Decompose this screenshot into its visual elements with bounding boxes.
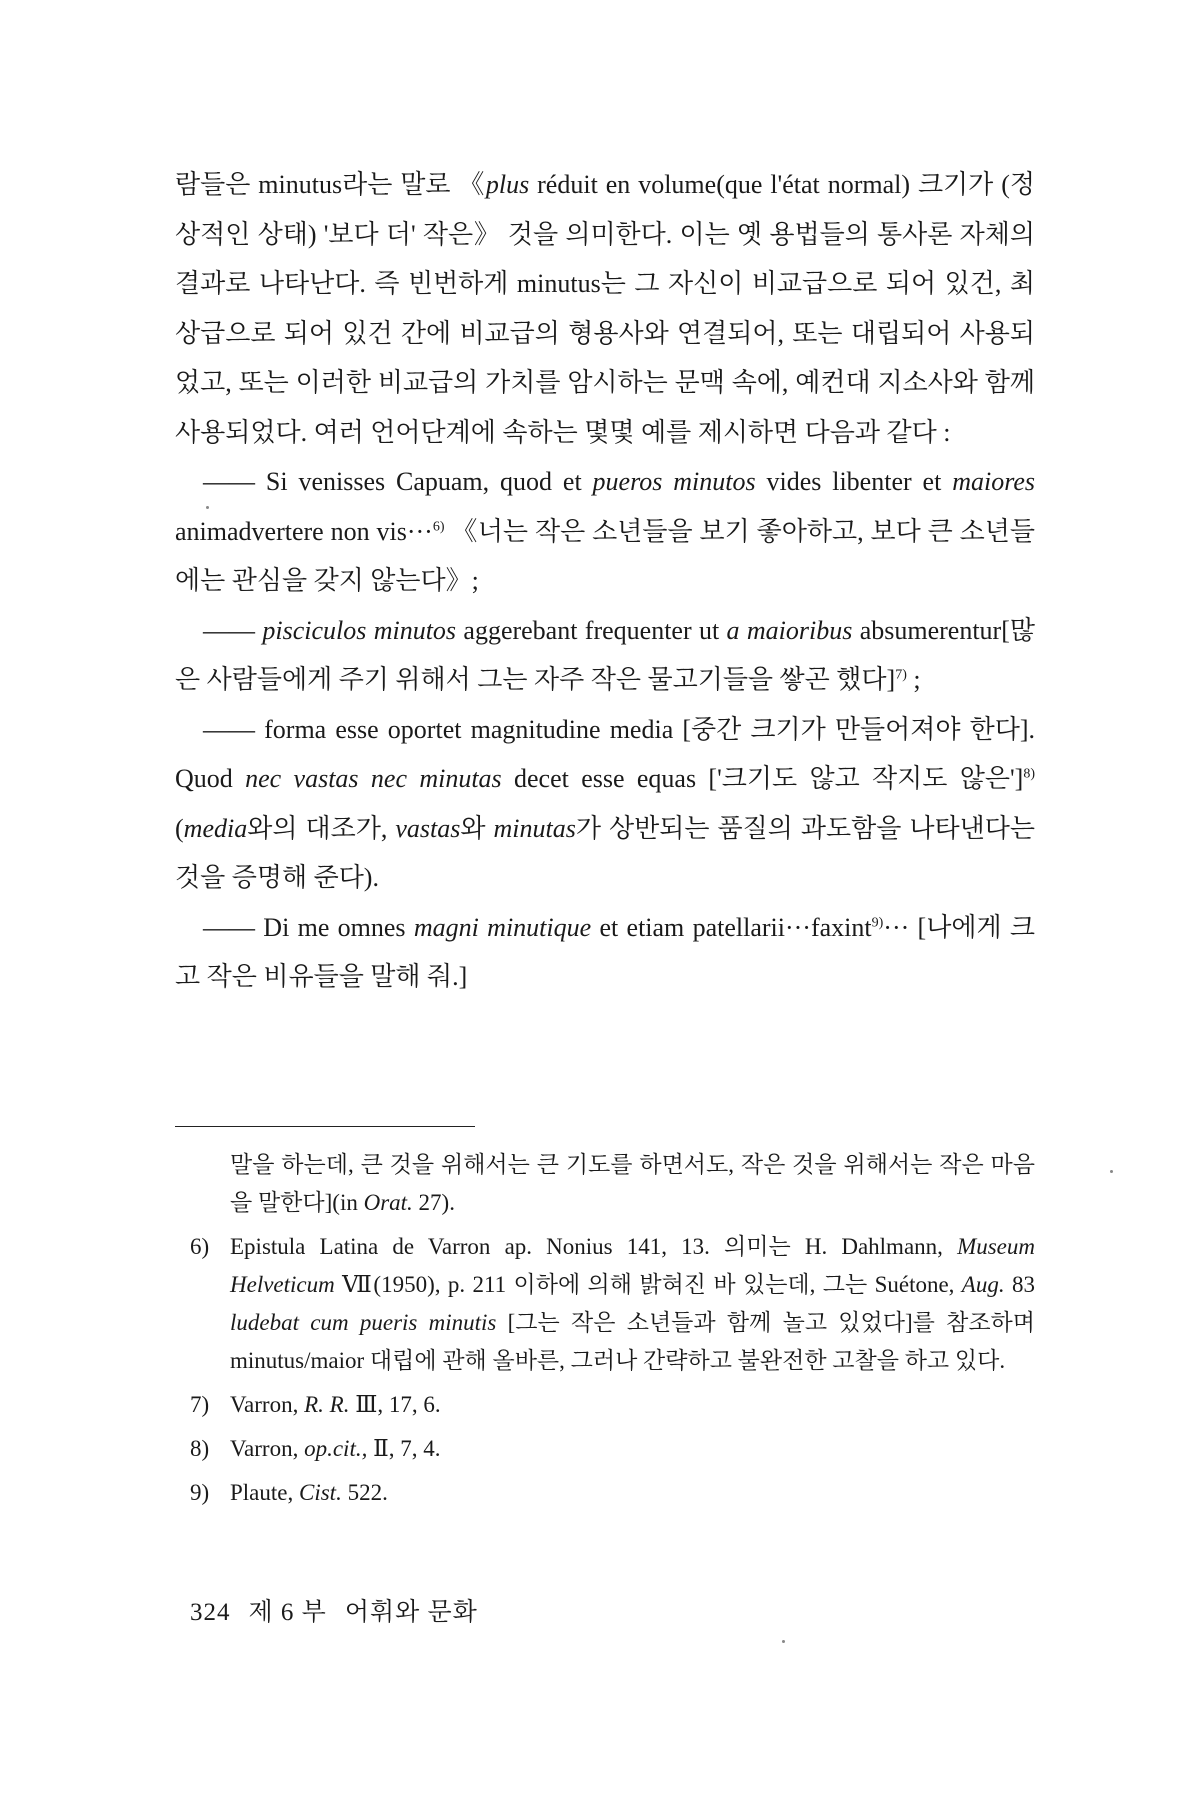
quote-1 (175, 457, 1035, 606)
text-span: animadvertere non vis··· (175, 516, 433, 546)
footnote-continuation (190, 1146, 1035, 1222)
text-span: forma esse oportet magnitudine media [중간 크기가 만들어져야 한다]. Quod (175, 714, 1035, 793)
quote-3 (175, 705, 1035, 903)
em-dash: —— (203, 467, 255, 496)
italic-term: Aug. (961, 1272, 1005, 1297)
italic-term: Cist. (299, 1480, 342, 1505)
section-title: 어휘와 문화 (344, 1599, 478, 1626)
text-span: Varron, (230, 1392, 305, 1417)
text-span: [그는 작은 소년들과 함께 놀고 있었다]를 참조하며 minutus/maior 대립에 관해 올바른, 그러나 간략하고 불완전한 고찰을 하고 있다. (230, 1310, 1035, 1373)
footnote-number: 7) (190, 1392, 210, 1417)
italic-term: maiores (952, 467, 1035, 496)
italic-term: plus (485, 170, 530, 199)
footnote-text (230, 1430, 1035, 1468)
text-span: Ⅶ(1950), p. 211 이하에 의해 밝혀진 바 있는데, 그는 Suétone, (334, 1272, 962, 1297)
footnote-9 (190, 1474, 1035, 1512)
text-span: ( (175, 813, 184, 843)
footnote-ref-8[interactable]: 8) (1023, 766, 1035, 782)
footnote-6 (190, 1228, 1035, 1380)
text-span: Epistula Latina de Varron ap. Nonius 141, 13. 의미는 H. Dahlmann, (230, 1234, 958, 1259)
footnote-text (230, 1228, 1035, 1380)
part-label: 제 6 부 (248, 1599, 327, 1626)
italic-term: ludebat cum pueris minutis (230, 1310, 497, 1335)
text-span: aggerebant frequenter ut (456, 615, 727, 645)
footnote-ref-6[interactable]: 6) (432, 518, 445, 534)
em-dash: —— (203, 912, 255, 942)
italic-term: media (183, 813, 248, 843)
quote-4 (175, 903, 1035, 1002)
footnote-number: 9) (190, 1480, 210, 1505)
footnote-separator (175, 1126, 475, 1127)
text-span: réduit en volume(que l'état normal) 크기가 (정상적인 상태) '보다 더' 작은》 것을 의미한다. 이는 옛 용법들의 통사론 자체의 결과로 나타난다. 즉 빈번하게 minutus는 그 자신이 비교급으로 되어 있건, 최상급으로 되어 있건 간에 비교급의 형용사와 연결되어, 또는 대립되어 사용되었고, 또는 이러한 비교급의 가치를 암시하는 문맥 속에, 예컨대 지소사와 함께 사용되었다. 여러 언어단계에 속하는 몇몇 예를 제시하면 다음과 같다 : (175, 170, 1035, 447)
paragraph-1 (175, 160, 1035, 457)
running-footer (190, 1592, 496, 1628)
footnote-number: 8) (190, 1436, 210, 1461)
text-span: decet esse equas ['크기도 않고 작지도 않은'] (501, 764, 1024, 793)
text-span: 27). (412, 1190, 455, 1215)
italic-term: pisciculos minutos (255, 615, 457, 645)
text-span: absumerentur[많은 사람들에게 주기 위해서 그는 자주 작은 물고기들을 쌓곤 했다] (175, 615, 1035, 694)
italic-term: minutas (493, 813, 576, 843)
text-span: ; (906, 665, 921, 694)
footnote-ref-7[interactable]: 7) (895, 667, 907, 683)
footnote-text (230, 1386, 1035, 1424)
text-span: 람들은 minutus라는 말로 《 (175, 170, 486, 199)
text-span: 522. (341, 1480, 388, 1505)
italic-term: magni minutique (413, 912, 592, 942)
text-span: 와 (460, 813, 494, 843)
page-body (175, 160, 1035, 1002)
text-span: vides libenter et (755, 467, 953, 496)
italic-term: vastas (395, 813, 461, 843)
italic-term: Orat. (363, 1190, 413, 1215)
text-span: 《너는 작은 소년들을 보기 좋아하고, 보다 큰 소년들에는 관심을 갖지 않는다》; (175, 516, 1035, 595)
footnote-ref-9[interactable]: 9) (871, 914, 884, 930)
text-span: ··· [나에게 크고 작은 비유들을 말해 줘.] (175, 912, 1035, 991)
footnote-8 (190, 1430, 1035, 1468)
text-span: et etiam patellarii···faxint (591, 912, 872, 942)
text-span: Plaute, (230, 1480, 299, 1505)
em-dash: —— (203, 714, 255, 744)
italic-term: R. R. (304, 1392, 350, 1417)
text-span: 말을 하는데, 큰 것을 위해서는 큰 기도를 하면서도, 작은 것을 위해서는 작은 마음을 말한다](in (230, 1152, 1035, 1215)
text-span: Di me omnes (255, 912, 414, 942)
text-span: Ⅱ, 7, 4. (367, 1436, 441, 1461)
text-span: Si venisses Capuam, quod et (255, 467, 593, 496)
text-span: Varron, (230, 1436, 305, 1461)
text-span: 와의 대조가, (247, 813, 396, 843)
italic-term: Museum Helveticum (230, 1234, 1035, 1297)
text-span: 83 (1004, 1272, 1035, 1297)
footnote-number: 6) (190, 1234, 210, 1259)
em-dash: —— (203, 615, 255, 645)
footnotes (190, 1146, 1035, 1512)
scan-speck (1110, 1170, 1113, 1173)
italic-term: nec vastas nec minutas (245, 764, 502, 793)
scan-speck (206, 506, 209, 509)
scan-speck (782, 1640, 785, 1643)
italic-term: pueros minutos (592, 467, 756, 496)
page-number: 324 (190, 1599, 231, 1626)
footnote-7 (190, 1386, 1035, 1424)
quote-2 (175, 606, 1035, 705)
main-text (175, 160, 1035, 1002)
italic-term: op.cit., (304, 1436, 368, 1461)
italic-term: a maioribus (726, 615, 853, 645)
text-span: 가 상반되는 품질의 과도함을 나타낸다는 것을 증명해 준다). (175, 813, 1035, 892)
footnote-text (230, 1474, 1035, 1512)
text-span: Ⅲ, 17, 6. (349, 1392, 441, 1417)
